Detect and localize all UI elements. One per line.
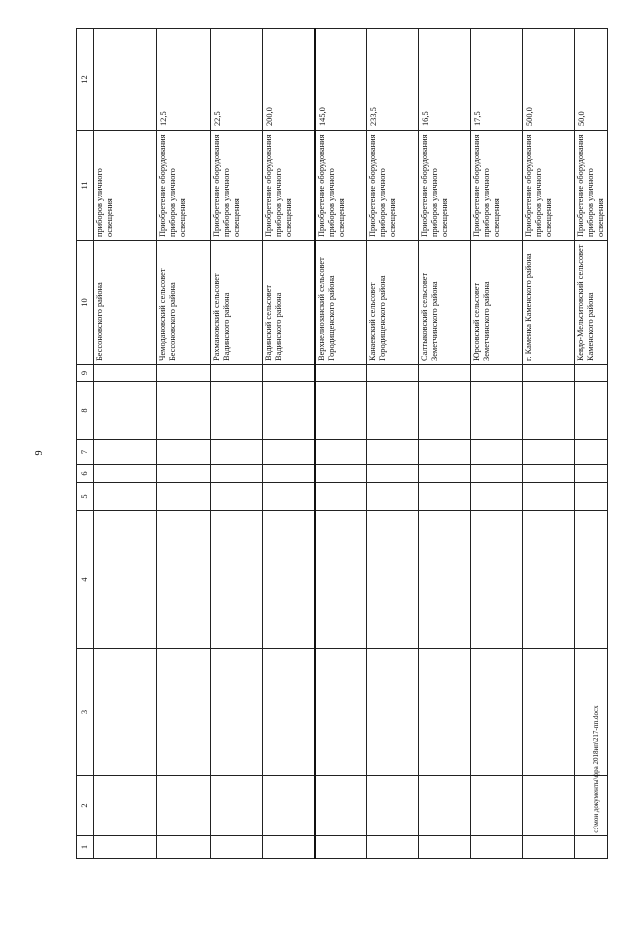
- amount-cell: 200,0: [263, 29, 315, 131]
- data-table: [76, 28, 608, 859]
- table-row: [157, 29, 211, 859]
- amount-cell: 17,5: [471, 29, 523, 131]
- table-row: [523, 29, 575, 859]
- column-number: 3: [77, 649, 94, 776]
- purpose-cell: Приобретение оборудования приборов уличного освещения: [211, 131, 263, 241]
- purpose-cell: Приобретение оборудования приборов уличного освещения: [523, 131, 575, 241]
- column-number-row: [77, 29, 94, 859]
- amount-cell: 12,5: [157, 29, 211, 131]
- purpose-cell: Приобретение оборудования приборов уличного освещения: [157, 131, 211, 241]
- purpose-cell: Приобретение оборудования приборов уличного освещения: [367, 131, 419, 241]
- purpose-cell: Приобретение оборудования приборов уличного освещения: [419, 131, 471, 241]
- table-row: [263, 29, 315, 859]
- municipality-cell: Верхнелиозанский сельсовет Городищенского района: [315, 241, 367, 365]
- amount-cell: 50,0: [575, 29, 608, 131]
- purpose-cell: Приобретение оборудования приборов уличного освещения: [575, 131, 608, 241]
- table-row: [471, 29, 523, 859]
- column-number: 10: [77, 241, 94, 365]
- purpose-cell: Приобретение оборудования приборов уличного освещения: [471, 131, 523, 241]
- column-number: 8: [77, 382, 94, 440]
- column-number: 9: [77, 365, 94, 382]
- amount-cell: 233,5: [367, 29, 419, 131]
- table-row: [419, 29, 471, 859]
- table-row: [94, 29, 157, 859]
- amount-cell: [94, 29, 157, 131]
- municipality-cell: Юрсовский сельсовет Земетчинского района: [471, 241, 523, 365]
- municipality-cell: Бессоновского района: [94, 241, 157, 365]
- purpose-cell: приборов уличного освещения: [94, 131, 157, 241]
- municipality-cell: Вадинский сельсовет Вадинского района: [263, 241, 315, 365]
- amount-cell: 145,0: [315, 29, 367, 131]
- amount-cell: 500,0: [523, 29, 575, 131]
- column-number: 7: [77, 440, 94, 465]
- municipality-cell: Канаевский сельсовет Городищенского района: [367, 241, 419, 365]
- column-number: 4: [77, 511, 94, 649]
- column-number: 11: [77, 131, 94, 241]
- municipality-cell: Салтыковский сельсовет Земетчинского района: [419, 241, 471, 365]
- municipality-cell: г. Каменка Каменского района: [523, 241, 575, 365]
- table-row: [315, 29, 367, 859]
- column-number: 1: [77, 836, 94, 859]
- table-row: [367, 29, 419, 859]
- footer-file-path: c:\мои документы\фра 2018ип\217-пп.docx: [592, 705, 600, 833]
- municipality-cell: Кевдо-Мельситовский сельсовет Каменского района: [575, 241, 608, 365]
- column-number: 6: [77, 465, 94, 483]
- column-number: 2: [77, 776, 94, 836]
- column-number: 12: [77, 29, 94, 131]
- amount-cell: 22,5: [211, 29, 263, 131]
- amount-cell: 16,5: [419, 29, 471, 131]
- municipality-cell: Чемодановский сельсовет Бессоновского района: [157, 241, 211, 365]
- municipality-cell: Рахмановский сельсовет Вадинского района: [211, 241, 263, 365]
- purpose-cell: Приобретение оборудования приборов уличного освещения: [263, 131, 315, 241]
- column-number: 5: [77, 483, 94, 511]
- purpose-cell: Приобретение оборудования приборов уличного освещения: [315, 131, 367, 241]
- table-row: [211, 29, 263, 859]
- page-number: 9: [34, 450, 45, 456]
